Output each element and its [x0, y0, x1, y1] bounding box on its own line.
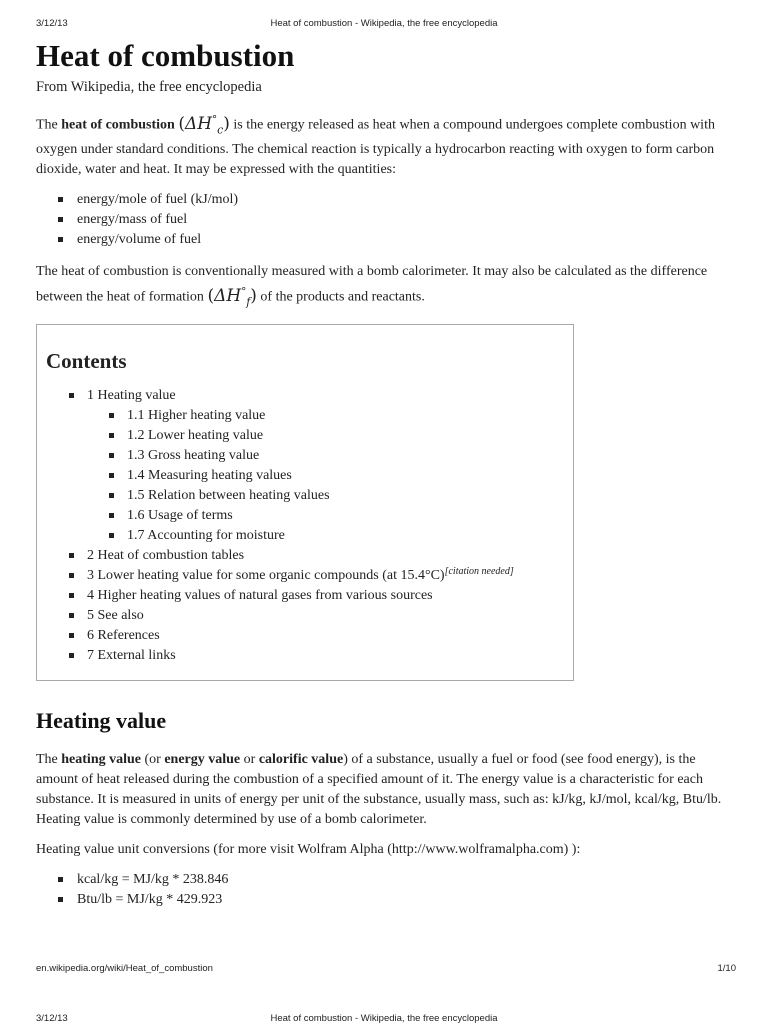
heating-value-paragraph: The heating value (or energy value or calorific value) of a substance, usually a fuel or food (see food energy), is the amount of heat released during the combustion of a specified amount of it. The energy value is a characteristic for each substance. It is measured in units of energy per unit of the substance, usually mass, such as: kJ/kg, kJ/mol, kcal/kg, Btu/lb. Heating value is commonly determined by use of a bomb calorimeter.: [36, 752, 722, 828]
article: [36, 38, 736, 910]
print-title: Heat of combustion - Wikipedia, the free encyclopedia: [270, 1013, 498, 1024]
toc-subitem: [109, 526, 573, 546]
toc-subitem: [109, 406, 573, 426]
toc-link[interactable]: 1.4 Measuring heating values: [127, 468, 292, 484]
list-item: kcal/kg = MJ/kg * 238.846: [58, 870, 736, 890]
toc-link[interactable]: 7 External links: [87, 648, 176, 664]
section-heading-heating-value: Heating value: [36, 708, 167, 734]
toc-item: [69, 606, 573, 626]
toc-subitem: [109, 426, 573, 446]
print-header: [0, 18, 768, 32]
list-item: energy/mole of fuel (kJ/mol): [58, 190, 736, 210]
formula-delta-hc: $(\Delta H^\circ_c)$: [178, 113, 230, 137]
term-heat-of-combustion: heat of combustion: [61, 117, 175, 133]
toc-link[interactable]: 1.1 Higher heating value: [127, 408, 266, 424]
toc-link[interactable]: 4 Higher heating values of natural gases from various sources: [87, 588, 433, 604]
toc-link[interactable]: 1.5 Relation between heating values: [127, 488, 330, 504]
toc-list: [37, 386, 573, 666]
toc-subitem: [109, 446, 573, 466]
print-date: 3/12/13: [36, 18, 68, 29]
table-of-contents: [36, 324, 574, 681]
quantity-list: [36, 190, 736, 250]
intro-paragraph-2: The heat of combustion is conventionally measured with a bomb calorimeter. It may also be calculated as the difference between the heat of formation $(\Delta H^\circ_f)$ of the products and reactants.: [36, 264, 708, 309]
intro-paragraph-1: The heat of combustion $(\Delta H^\circ_c)$ is the energy released as heat when a compound undergoes complete combustion with oxygen under standard conditions. The chemical reaction is typically a hydrocarbon reacting with oxygen to form carbon dioxide, water and heat. It may be expressed with the quantities:: [36, 113, 715, 178]
toc-item: [69, 586, 573, 606]
toc-link[interactable]: 2 Heat of combustion tables: [87, 548, 245, 564]
print-title: Heat of combustion - Wikipedia, the free encyclopedia: [270, 18, 498, 29]
print-date: 3/12/13: [36, 1013, 68, 1024]
toc-link[interactable]: 1 Heating value: [87, 388, 176, 404]
toc-item: [69, 566, 573, 586]
toc-link[interactable]: 1.6 Usage of terms: [127, 508, 233, 524]
toc-link[interactable]: 1.7 Accounting for moisture: [127, 528, 285, 544]
toc-link[interactable]: 1.3 Gross heating value: [127, 448, 260, 464]
tagline: From Wikipedia, the free encyclopedia: [36, 79, 262, 95]
toc-link[interactable]: 3 Lower heating value for some organic compounds (at 15.4°C): [87, 568, 445, 584]
print-header-next-page: [0, 1013, 768, 1027]
conversions-intro: Heating value unit conversions (for more visit Wolfram Alpha (http://www.wolframalpha.com) ):: [36, 842, 581, 858]
toc-subitem: [109, 506, 573, 526]
conversion-list: [36, 870, 736, 910]
toc-subitem: [109, 486, 573, 506]
print-footer: [0, 963, 768, 977]
toc-link[interactable]: 5 See also: [87, 608, 144, 624]
formula-delta-hf: $(\Delta H^\circ_f)$: [207, 285, 257, 309]
page-title: Heat of combustion: [36, 38, 295, 73]
toc-item: [69, 626, 573, 646]
page-number: 1/10: [717, 963, 736, 974]
toc-sublist: [87, 406, 573, 546]
toc-heading: Contents: [46, 349, 127, 374]
citation-needed-note[interactable]: [citation needed]: [444, 566, 514, 578]
toc-item: [69, 546, 573, 566]
toc-subitem: [109, 466, 573, 486]
list-item: energy/volume of fuel: [58, 230, 736, 250]
toc-item: [69, 646, 573, 666]
toc-link[interactable]: 1.2 Lower heating value: [127, 428, 264, 444]
toc-link[interactable]: 6 References: [87, 628, 160, 644]
toc-item-heating-value: [69, 386, 573, 546]
print-url: en.wikipedia.org/wiki/Heat_of_combustion: [36, 963, 213, 974]
list-item: energy/mass of fuel: [58, 210, 736, 230]
list-item: Btu/lb = MJ/kg * 429.923: [58, 890, 736, 910]
